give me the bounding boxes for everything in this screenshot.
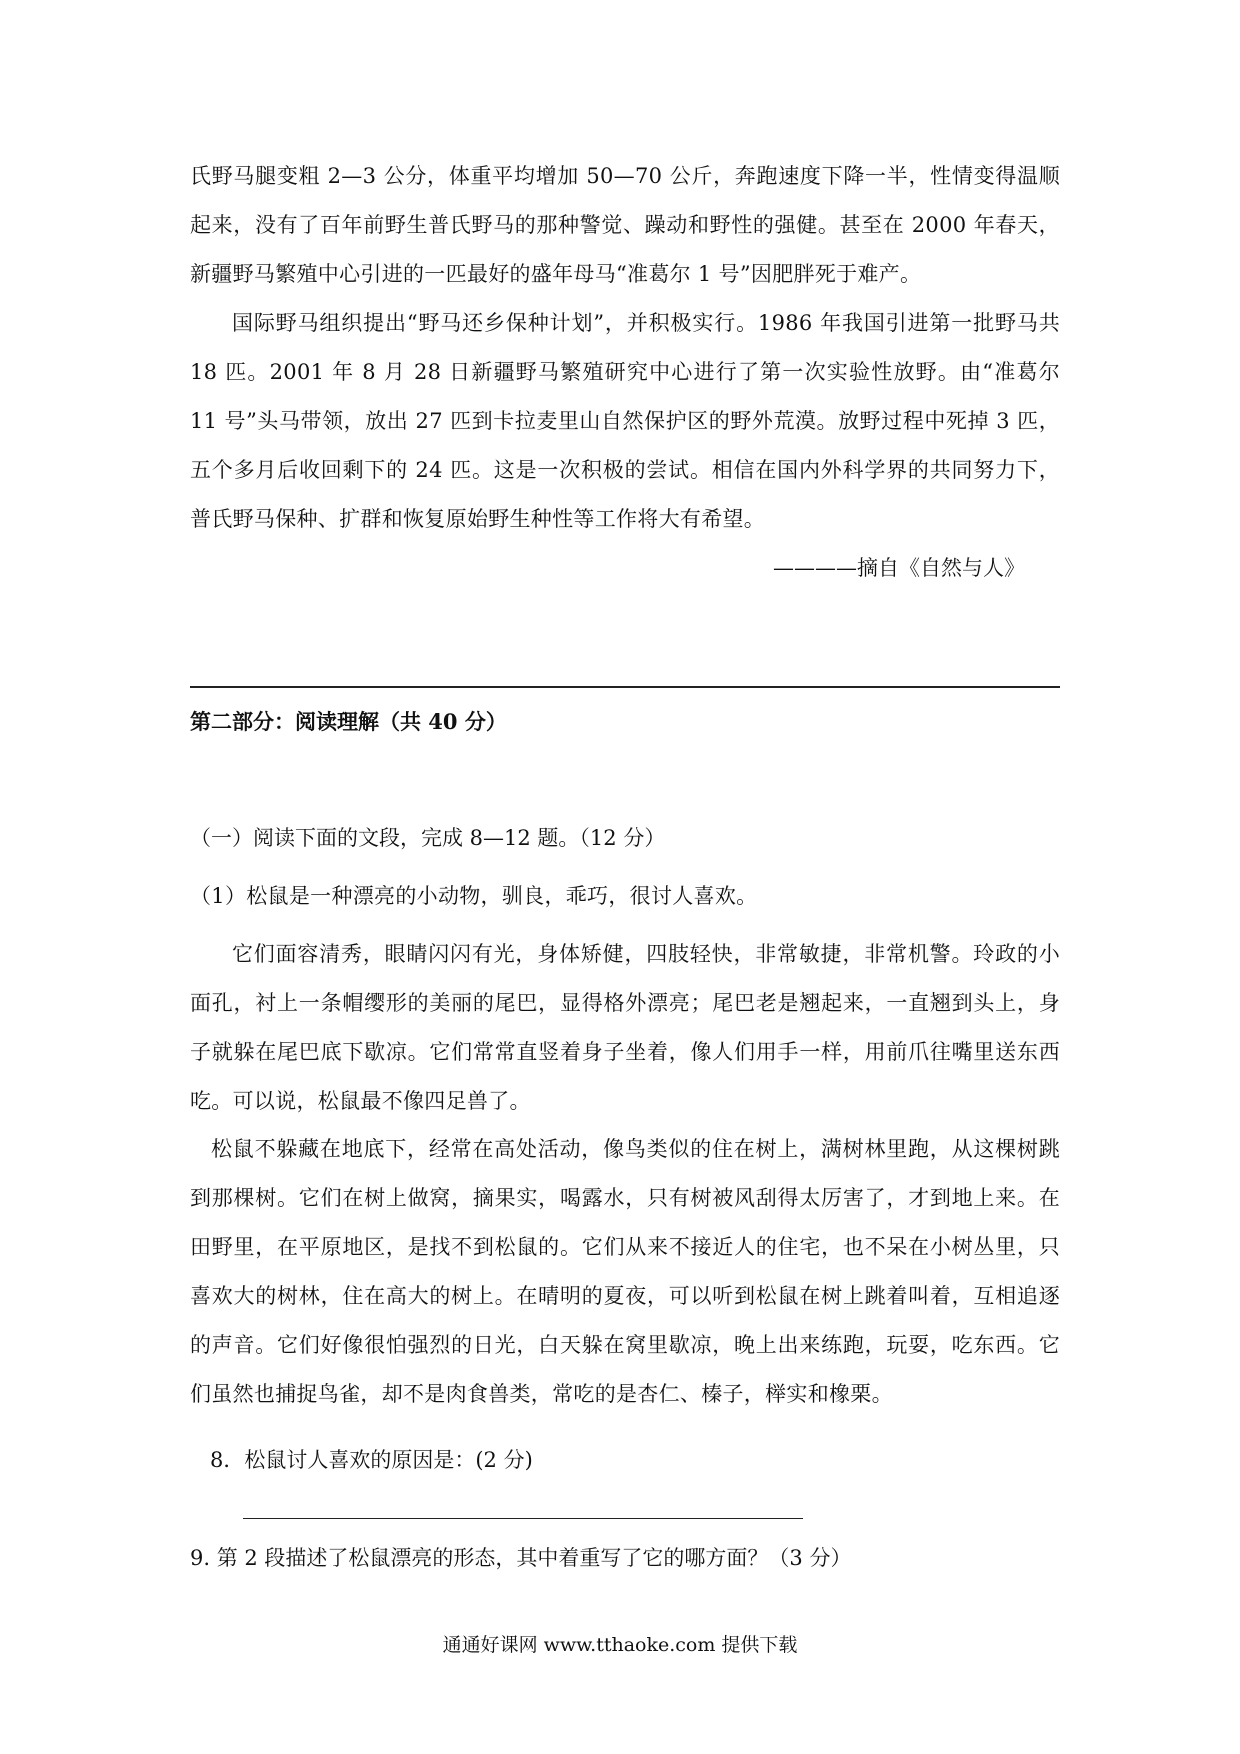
page-footer: 通通好课网 www.tthaoke.com 提供下载	[442, 1634, 798, 1656]
section-title: 第二部分：阅读理解（共 40 分）	[190, 709, 507, 734]
reading-paragraph-1: （1）松鼠是一种漂亮的小动物，驯良，乖巧，很讨人喜欢。	[190, 884, 758, 908]
reading-paragraph-3: 松鼠不躲藏在地底下，经常在高处活动，像鸟类似的住在树上，满树林里跑，从这棵树跳到那棵树。它们在树上做窝，摘果实，喝露水，只有树被风刮得太厉害了，才到地上来。在田野里，在平原地区，是找不到松鼠的。它们从来不接近人的住宅，也不呆在小树丛里，只喜欢大的树林，住在高大的树上。在晴明的夏夜，可以听到松鼠在树上跳着叫着，互相追逐的声音。它们好像很怕强烈的日光，白天躲在窝里歇凉，晚上出来练跑，玩耍，吃东西。它们虽然也捕捉鸟雀，却不是肉食兽类，常吃的是杏仁、榛子，榉实和橡栗。	[190, 1137, 1060, 1406]
question-8: 8．松鼠讨人喜欢的原因是：(2 分)	[210, 1448, 533, 1472]
section-divider	[190, 686, 1060, 688]
question-9: 9. 第 2 段描述了松鼠漂亮的形态，其中着重写了它的哪方面？（3 分）	[190, 1546, 852, 1570]
answer-line-8[interactable]	[243, 1518, 803, 1519]
plan-paragraph: 国际野马组织提出“野马还乡保种计划”，并积极实行。1986 年我国引进第一批野马共 18 匹。2001 年 8 月 28 日新疆野马繁殖研究中心进行了第一次实验性放野。由“准葛尔 11 号”头马带领，放出 27 匹到卡拉麦里山自然保护区的野外荒漠。放野过程中死掉 3 匹，五个多月后收回剩下的 24 匹。这是一次积极的尝试。相信在国内外科学界的共同努力下，普氏野马保种、扩群和恢复原始野生种性等工作将大有希望。	[190, 311, 1060, 531]
reading-paragraph-2: 它们面容清秀，眼睛闪闪有光，身体矫健，四肢轻快，非常敏捷，非常机警。玲政的小面孔，衬上一条帽缨形的美丽的尾巴，显得格外漂亮；尾巴老是翘起来，一直翘到头上，身子就躲在尾巴底下歇凉。它们常常直竖着身子坐着，像人们用手一样，用前爪往嘴里送东西吃。可以说，松鼠最不像四足兽了。	[190, 942, 1060, 1113]
continuation-paragraph: 氏野马腿变粗 2—3 公分，体重平均增加 50—70 公斤，奔跑速度下降一半，性情变得温顺起来，没有了百年前野生普氏野马的那种警觉、躁动和野性的强健。甚至在 2000 年春天，新疆野马繁殖中心引进的一匹最好的盛年母马“准葛尔 1 号”因肥胖死于难产。	[190, 164, 1060, 286]
source-attribution: ————摘自《自然与人》	[773, 556, 1025, 580]
reading-instruction: （一）阅读下面的文段，完成 8—12 题。（12 分）	[190, 826, 666, 850]
